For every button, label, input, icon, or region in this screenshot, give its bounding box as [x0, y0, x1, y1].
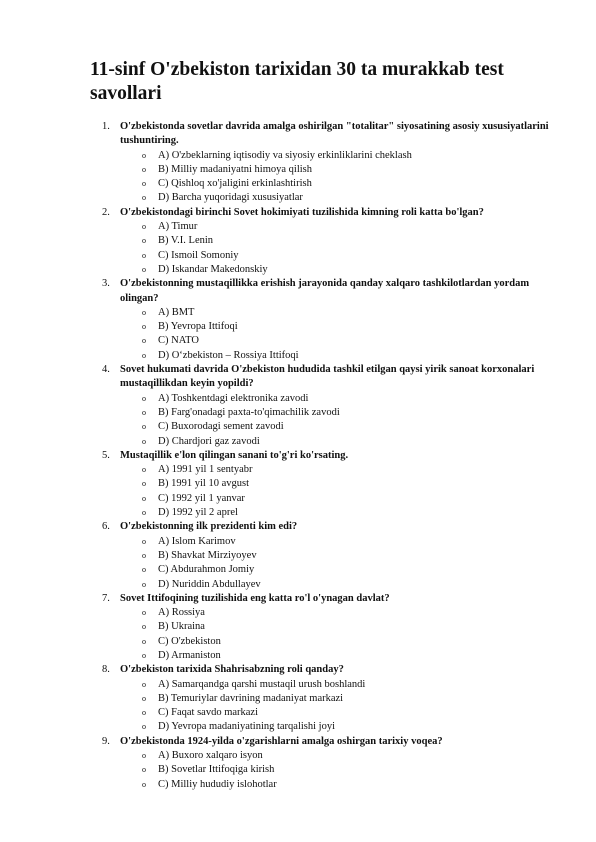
- answer-option-text: A) Timur: [158, 221, 198, 233]
- circle-bullet-icon: o: [142, 465, 146, 475]
- answer-option: [142, 635, 560, 649]
- question-text: O'zbekistonning ilk prezidenti kim edi?: [120, 521, 298, 533]
- circle-bullet-icon: o: [142, 479, 146, 489]
- circle-bullet-icon: o: [142, 608, 146, 618]
- answer-option-text: A) BMT: [158, 306, 195, 318]
- answer-option-text: A) Toshkentdagi elektronika zavodi: [158, 392, 309, 404]
- answer-option: [142, 706, 560, 720]
- answer-options: [120, 306, 560, 363]
- circle-bullet-icon: o: [142, 650, 146, 660]
- question-list: [90, 120, 560, 792]
- question-text: O'zbekiston tarixida Shahrisabzning roli qanday?: [120, 664, 344, 676]
- answer-option-text: C) Faqat savdo markazi: [158, 707, 259, 719]
- answer-option-text: D) Iskandar Makedonskiy: [158, 263, 268, 275]
- answer-option: [142, 492, 560, 506]
- answer-option: [142, 649, 560, 663]
- circle-bullet-icon: o: [142, 508, 146, 518]
- answer-option: [142, 692, 560, 706]
- answer-options: [120, 678, 560, 735]
- answer-option-text: D) Chardjori gaz zavodi: [158, 435, 260, 447]
- answer-option: [142, 778, 560, 792]
- answer-option: [142, 249, 560, 263]
- answer-option-text: D) O‘zbekiston – Rossiya Ittifoqi: [158, 349, 299, 361]
- answer-option-text: B) Yevropa Ittifoqi: [158, 321, 238, 333]
- question-item: [90, 520, 560, 591]
- circle-bullet-icon: o: [142, 307, 146, 317]
- answer-option: [142, 306, 560, 320]
- answer-option-text: B) V.I. Lenin: [158, 235, 214, 247]
- circle-bullet-icon: o: [142, 550, 146, 560]
- circle-bullet-icon: o: [142, 536, 146, 546]
- answer-option: [142, 506, 560, 520]
- circle-bullet-icon: o: [142, 722, 146, 732]
- question-item: [90, 735, 560, 792]
- circle-bullet-icon: o: [142, 250, 146, 260]
- answer-option-text: A) O'zbeklarning iqtisodiy va siyosiy erkinliklarini cheklash: [158, 149, 412, 161]
- answer-option: [142, 549, 560, 563]
- answer-option: [142, 149, 560, 163]
- answer-option-text: A) Islom Karimov: [158, 535, 236, 547]
- question-item: [90, 449, 560, 520]
- question-number: 7.: [102, 592, 110, 604]
- circle-bullet-icon: o: [142, 579, 146, 589]
- answer-option: [142, 263, 560, 277]
- question-number: 8.: [102, 664, 110, 676]
- answer-option-text: D) Yevropa madaniyatining tarqalishi joyi: [158, 721, 336, 733]
- question-item: [90, 120, 560, 206]
- answer-options: [120, 149, 560, 206]
- answer-option: [142, 720, 560, 734]
- answer-option: [142, 563, 560, 577]
- circle-bullet-icon: o: [142, 693, 146, 703]
- question-item: [90, 277, 560, 363]
- answer-option-text: B) Temuriylar davrining madaniyat markazi: [158, 692, 344, 704]
- circle-bullet-icon: o: [142, 407, 146, 417]
- answer-options: [120, 392, 560, 449]
- page-title: 11-sinf O'zbekiston tarixidan 30 ta murakkab test savollari: [90, 59, 504, 104]
- circle-bullet-icon: o: [142, 393, 146, 403]
- answer-option-text: A) Samarqandga qarshi mustaqil urush boshlandi: [158, 678, 366, 690]
- question-number: 4.: [102, 364, 110, 376]
- answer-option: [142, 234, 560, 248]
- answer-option-text: B) Sovetlar Ittifoqiga kirish: [158, 764, 275, 776]
- answer-option-text: B) Milliy madaniyatni himoya qilish: [158, 163, 312, 175]
- circle-bullet-icon: o: [142, 636, 146, 646]
- answer-option: [142, 435, 560, 449]
- answer-option: [142, 463, 560, 477]
- answer-option-text: C) 1992 yil 1 yanvar: [158, 492, 245, 504]
- answer-option-text: C) Ismoil Somoniy: [158, 249, 239, 261]
- question-number: 5.: [102, 449, 110, 461]
- question-item: [90, 592, 560, 663]
- answer-option-text: C) Abdurahmon Jomiy: [158, 564, 255, 576]
- answer-option: [142, 163, 560, 177]
- circle-bullet-icon: o: [142, 679, 146, 689]
- answer-option-text: C) NATO: [158, 335, 199, 347]
- answer-option: [142, 477, 560, 491]
- answer-options: [120, 535, 560, 592]
- circle-bullet-icon: o: [142, 350, 146, 360]
- answer-option: [142, 392, 560, 406]
- answer-option-text: D) 1992 yil 2 aprel: [158, 507, 238, 519]
- question-text: O'zbekistonda 1924-yilda o'zgarishlarni amalga oshirgan tarixiy voqea?: [120, 735, 443, 747]
- circle-bullet-icon: o: [142, 493, 146, 503]
- answer-option: [142, 320, 560, 334]
- answer-option: [142, 763, 560, 777]
- circle-bullet-icon: o: [142, 193, 146, 203]
- answer-option: [142, 678, 560, 692]
- question-text: O'zbekistondagi birinchi Sovet hokimiyati tuzilishida kimning roli katta bo'lgan?: [120, 206, 484, 218]
- answer-option: [142, 177, 560, 191]
- circle-bullet-icon: o: [142, 765, 146, 775]
- answer-option: [142, 578, 560, 592]
- answer-option: [142, 349, 560, 363]
- circle-bullet-icon: o: [142, 708, 146, 718]
- answer-option: [142, 620, 560, 634]
- answer-options: [120, 463, 560, 520]
- question-item: [90, 206, 560, 277]
- answer-options: [120, 749, 560, 792]
- question-number: 1.: [102, 121, 110, 132]
- circle-bullet-icon: o: [142, 622, 146, 632]
- circle-bullet-icon: o: [142, 779, 146, 789]
- question-number: 2.: [102, 206, 110, 218]
- question-text: Sovet Ittifoqining tuzilishida eng katta ro'l o'ynagan davlat?: [120, 592, 390, 604]
- circle-bullet-icon: o: [142, 422, 146, 432]
- answer-option-text: A) 1991 yil 1 sentyabr: [158, 464, 253, 476]
- answer-option-text: D) Nuriddin Abdullayev: [158, 578, 261, 590]
- answer-option-text: B) 1991 yil 10 avgust: [158, 478, 249, 490]
- answer-option-text: A) Rossiya: [158, 607, 205, 619]
- circle-bullet-icon: o: [142, 222, 146, 232]
- question-text: O'zbekistonning mustaqillikka erishish jarayonida qanday xalqaro tashkilotlardan yordam olingan?: [120, 278, 530, 304]
- answer-option: [142, 406, 560, 420]
- answer-option-text: B) Ukraina: [158, 621, 205, 633]
- answer-option-text: C) Qishloq xo'jaligini erkinlashtirish: [158, 178, 312, 190]
- answer-option-text: A) Buxoro xalqaro isyon: [158, 750, 263, 762]
- answer-option-text: C) Buxorodagi sement zavodi: [158, 421, 284, 433]
- answer-option-text: D) Barcha yuqoridagi xususiyatlar: [158, 192, 303, 204]
- answer-option: [142, 535, 560, 549]
- circle-bullet-icon: o: [142, 436, 146, 446]
- answer-options: [120, 606, 560, 663]
- question-text: Mustaqillik e'lon qilingan sanani to'g'ri ko'rsating.: [120, 449, 349, 461]
- circle-bullet-icon: o: [142, 322, 146, 332]
- question-item: [90, 663, 560, 734]
- question-number: 6.: [102, 521, 110, 533]
- answer-option-text: C) Milliy hududiy islohotlar: [158, 778, 277, 790]
- answer-option: [142, 191, 560, 205]
- answer-option: [142, 606, 560, 620]
- circle-bullet-icon: o: [142, 164, 146, 174]
- circle-bullet-icon: o: [142, 751, 146, 761]
- answer-option-text: B) Farg'onadagi paxta-to'qimachilik zavodi: [158, 406, 340, 418]
- answer-option: [142, 334, 560, 348]
- circle-bullet-icon: o: [142, 264, 146, 274]
- circle-bullet-icon: o: [142, 179, 146, 189]
- answer-option-text: D) Armaniston: [158, 649, 221, 661]
- question-number: 9.: [102, 735, 110, 747]
- circle-bullet-icon: o: [142, 565, 146, 575]
- question-text: Sovet hukumati davrida O'zbekiston hududida tashkil etilgan qaysi yirik sanoat korxonalari mustaqillikdan keyin yopildi?: [120, 364, 535, 390]
- circle-bullet-icon: o: [142, 150, 146, 160]
- question-item: [90, 363, 560, 449]
- circle-bullet-icon: o: [142, 236, 146, 246]
- answer-option: [142, 220, 560, 234]
- answer-option-text: C) O'zbekiston: [158, 635, 221, 647]
- answer-option-text: B) Shavkat Mirziyoyev: [158, 549, 257, 561]
- question-text: O'zbekistonda sovetlar davrida amalga oshirilgan "totalitar" siyosatining asosiy xususiyatlarini tushuntiring.: [120, 121, 549, 147]
- answer-options: [120, 220, 560, 277]
- answer-option: [142, 420, 560, 434]
- answer-option: [142, 749, 560, 763]
- circle-bullet-icon: o: [142, 336, 146, 346]
- question-number: 3.: [102, 278, 110, 290]
